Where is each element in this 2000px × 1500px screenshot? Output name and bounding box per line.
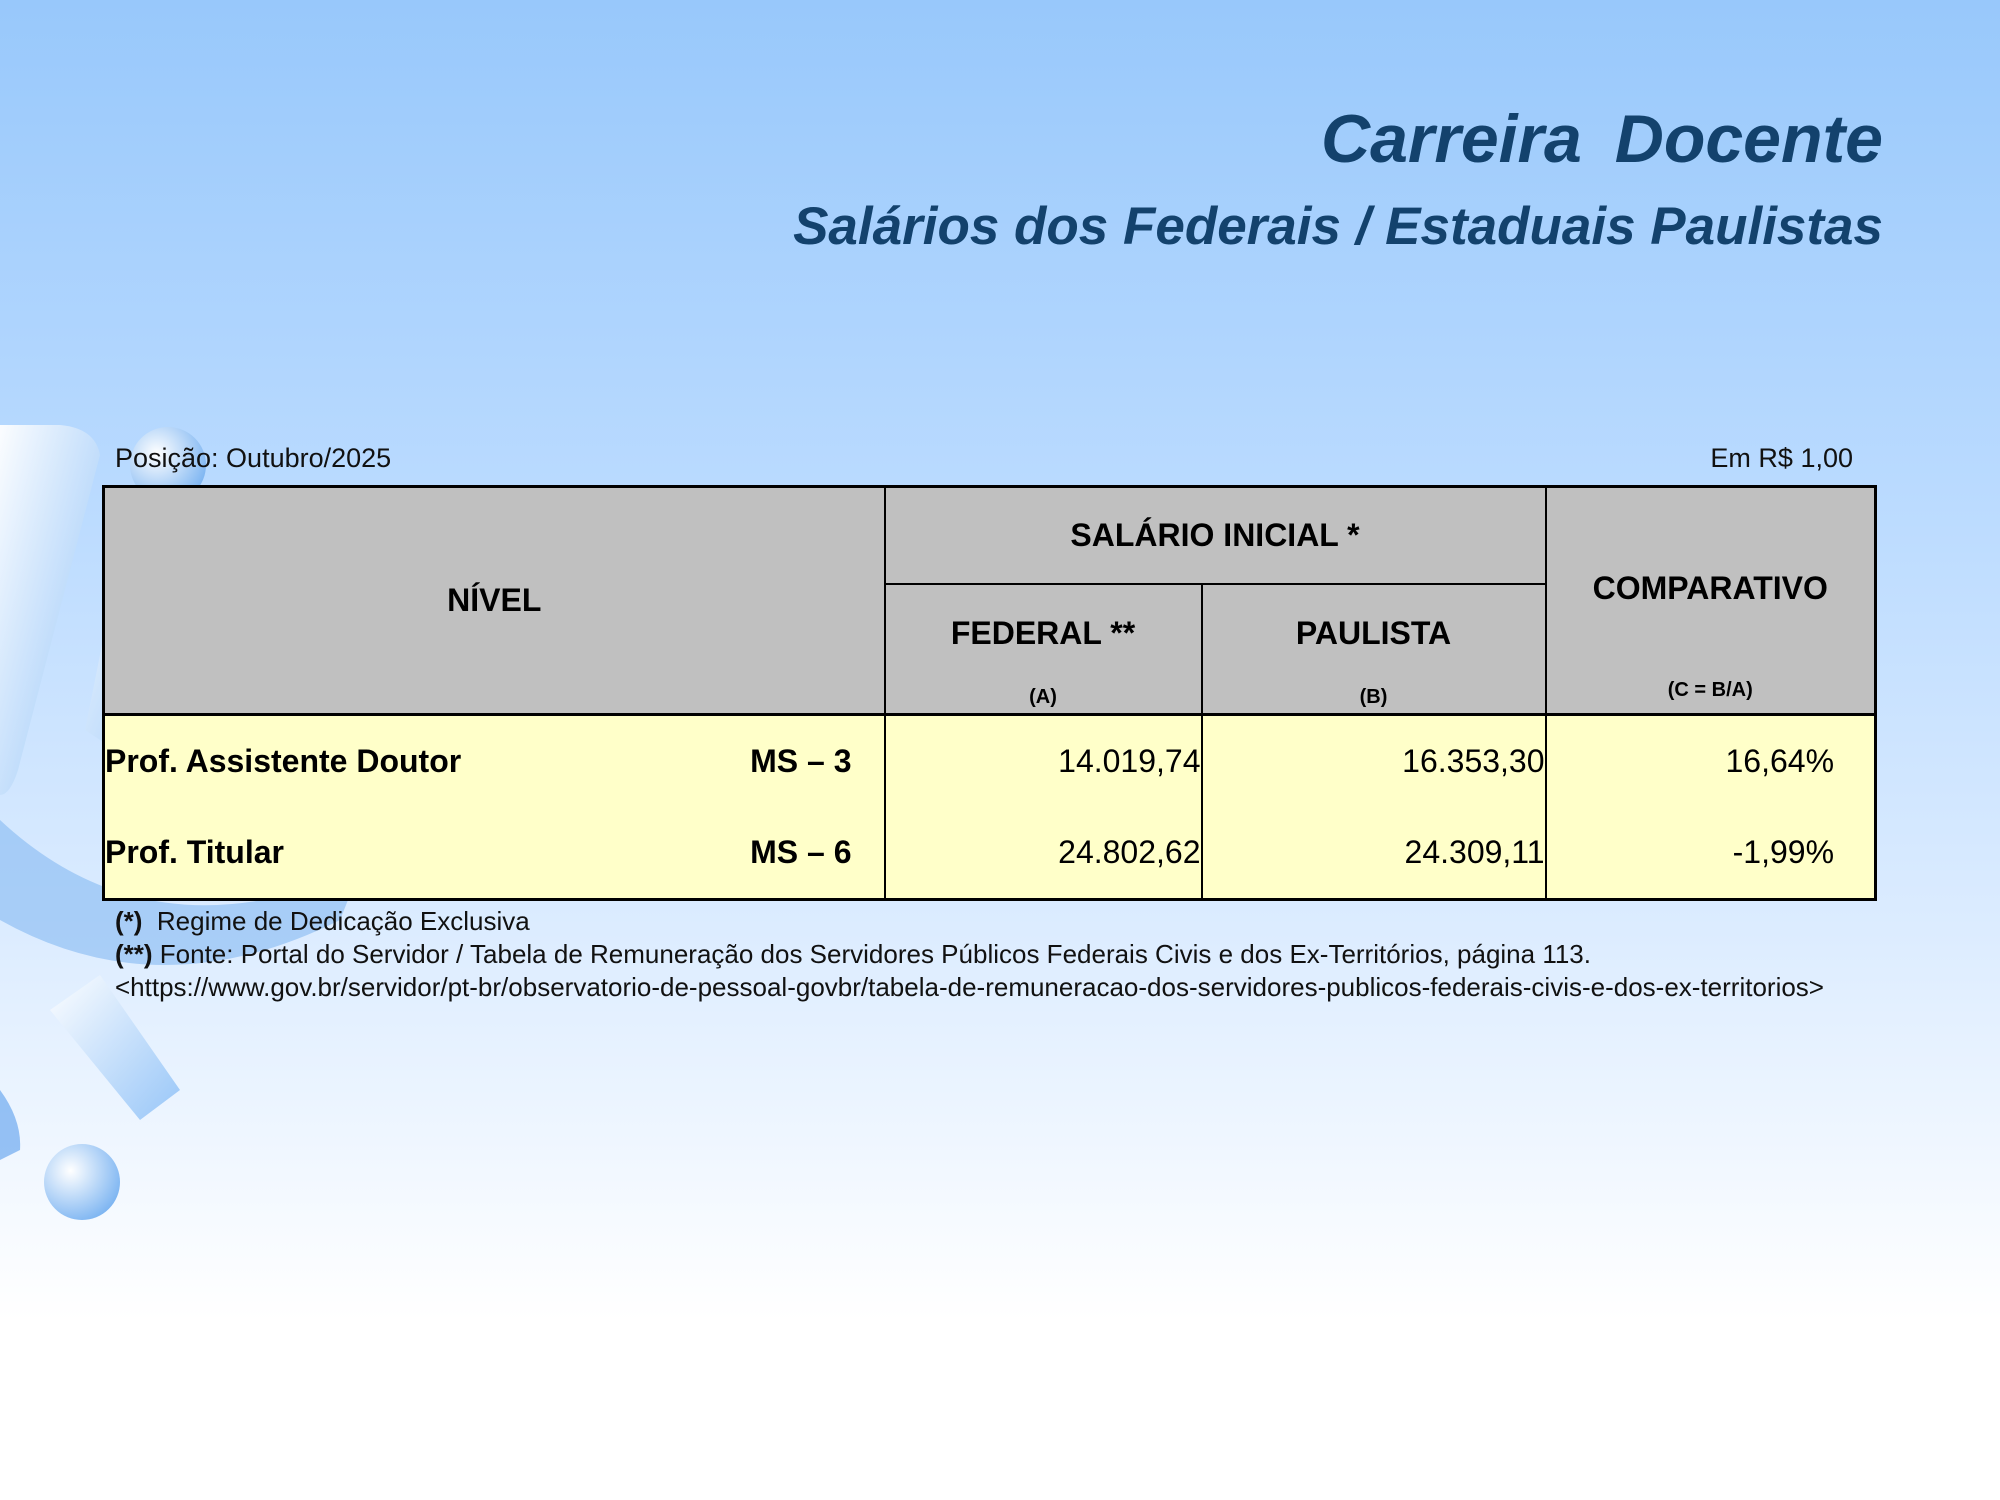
position-date-label: Posição: Outubro/2025 bbox=[115, 443, 392, 473]
header-comparativo bbox=[1546, 487, 1876, 715]
cell-paulista: 24.309,11 bbox=[1202, 807, 1546, 900]
nivel-code: MS – 6 bbox=[750, 834, 852, 870]
cell-federal: 14.019,74 bbox=[885, 715, 1202, 808]
cell-nivel bbox=[104, 715, 885, 808]
nivel-code: MS – 3 bbox=[750, 743, 852, 779]
header-federal-label: FEDERAL ** bbox=[950, 615, 1136, 651]
header-comparativo-formula: (C = B/A) bbox=[1667, 678, 1753, 701]
header-federal-code: (A) bbox=[1029, 686, 1057, 708]
footnote-2-text: Fonte: Portal do Servidor / Tabela de Remuneração dos Servidores Públicos Federais Civis e dos Ex-Territórios, página 113. bbox=[152, 939, 1591, 969]
header-paulista-label: PAULISTA bbox=[1295, 615, 1452, 651]
cell-comparativo: 16,64% bbox=[1546, 715, 1876, 808]
header-paulista-code: (B) bbox=[1359, 686, 1388, 708]
salary-comparison-table bbox=[102, 485, 1877, 901]
footnote-2 bbox=[115, 938, 1895, 971]
page-subtitle: Salários dos Federais / Estaduais Paulistas bbox=[793, 197, 1883, 256]
header-federal bbox=[885, 584, 1202, 715]
footnote-2-marker: (**) bbox=[115, 939, 153, 969]
nivel-name: Prof. Assistente Doutor bbox=[105, 743, 462, 779]
footnote-1-text: Regime de Dedicação Exclusiva bbox=[142, 906, 530, 936]
header-comparativo-label: COMPARATIVO bbox=[1592, 569, 1828, 606]
header-paulista bbox=[1202, 584, 1546, 715]
cell-comparativo: -1,99% bbox=[1546, 807, 1876, 900]
page-title: Carreira Docente bbox=[1320, 101, 1883, 177]
footnote-2-url: <https://www.gov.br/servidor/pt-br/observatorio-de-pessoal-govbr/tabela-de-remuneracao-dos-servidores-publicos-federais-civis-e-dos-ex-territorios> bbox=[115, 972, 1824, 1002]
nivel-name: Prof. Titular bbox=[105, 834, 284, 870]
header-salario-inicial: SALÁRIO INICIAL * bbox=[885, 487, 1546, 585]
cell-federal: 24.802,62 bbox=[885, 807, 1202, 900]
footnotes bbox=[115, 905, 1895, 1004]
currency-unit-label: Em R$ 1,00 bbox=[1710, 443, 1853, 473]
table-row bbox=[104, 715, 1876, 808]
cell-paulista: 16.353,30 bbox=[1202, 715, 1546, 808]
header-nivel: NÍVEL bbox=[104, 487, 885, 715]
footnote-1 bbox=[115, 905, 1895, 938]
table-row bbox=[104, 807, 1876, 900]
cell-nivel bbox=[104, 807, 885, 900]
footnote-1-marker: (*) bbox=[115, 906, 143, 936]
